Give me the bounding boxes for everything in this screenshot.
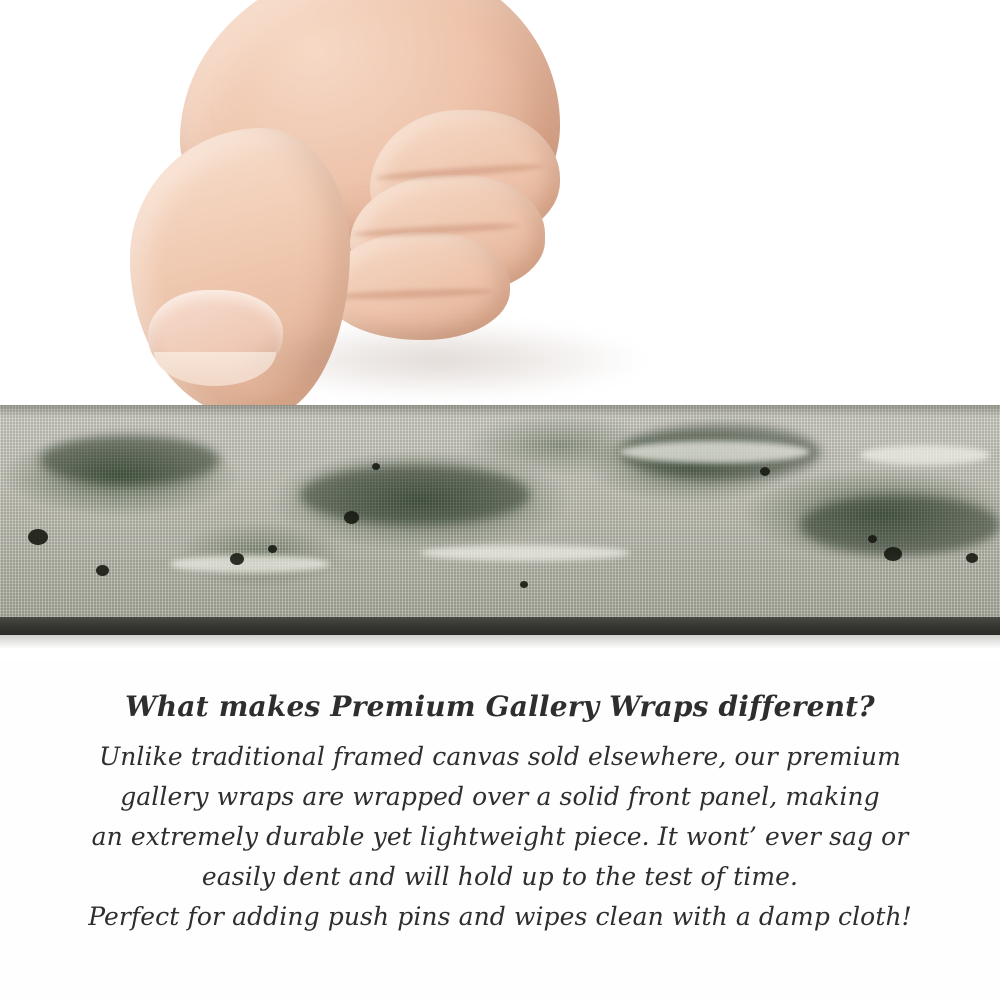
caption-heading: What makes Premium Gallery Wraps different? — [125, 690, 875, 723]
canvas-speck — [868, 535, 877, 543]
caption-line: Unlike traditional framed canvas sold elsewhere, our premium — [99, 742, 901, 771]
canvas-light-streak — [420, 545, 630, 561]
canvas-top-shadow — [0, 405, 1000, 417]
canvas-bottom-edge — [0, 617, 1000, 635]
canvas-moss-patch — [800, 495, 1000, 555]
canvas-moss-patch — [40, 435, 220, 485]
canvas-speck — [230, 553, 244, 565]
caption-line: easily dent and will hold up to the test of time. — [201, 862, 799, 891]
canvas-speck — [520, 581, 528, 588]
canvas-speck — [96, 565, 109, 576]
canvas-speck — [344, 511, 359, 524]
canvas-light-streak — [620, 441, 810, 463]
canvas-speck — [884, 547, 902, 561]
canvas-speck — [28, 529, 48, 545]
hand-illustration — [120, 0, 580, 430]
caption-line: gallery wraps are wrapped over a solid front panel, making — [120, 782, 880, 811]
hand-shadow — [230, 320, 650, 400]
canvas-speck — [268, 545, 277, 553]
canvas-light-streak — [170, 555, 330, 573]
caption-line: an extremely durable yet lightweight piece. It wont’ ever sag or — [91, 822, 909, 851]
canvas-speck — [966, 553, 978, 563]
canvas-speck — [760, 467, 770, 476]
caption-line: Perfect for adding push pins and wipes clean with a damp cloth! — [88, 902, 912, 931]
caption-block — [0, 690, 1000, 937]
canvas-drop-shadow — [0, 635, 1000, 649]
canvas-speck — [372, 463, 380, 470]
canvas-light-streak — [860, 445, 990, 465]
canvas-moss-patch — [300, 465, 530, 525]
canvas-edge-band — [0, 405, 1000, 617]
